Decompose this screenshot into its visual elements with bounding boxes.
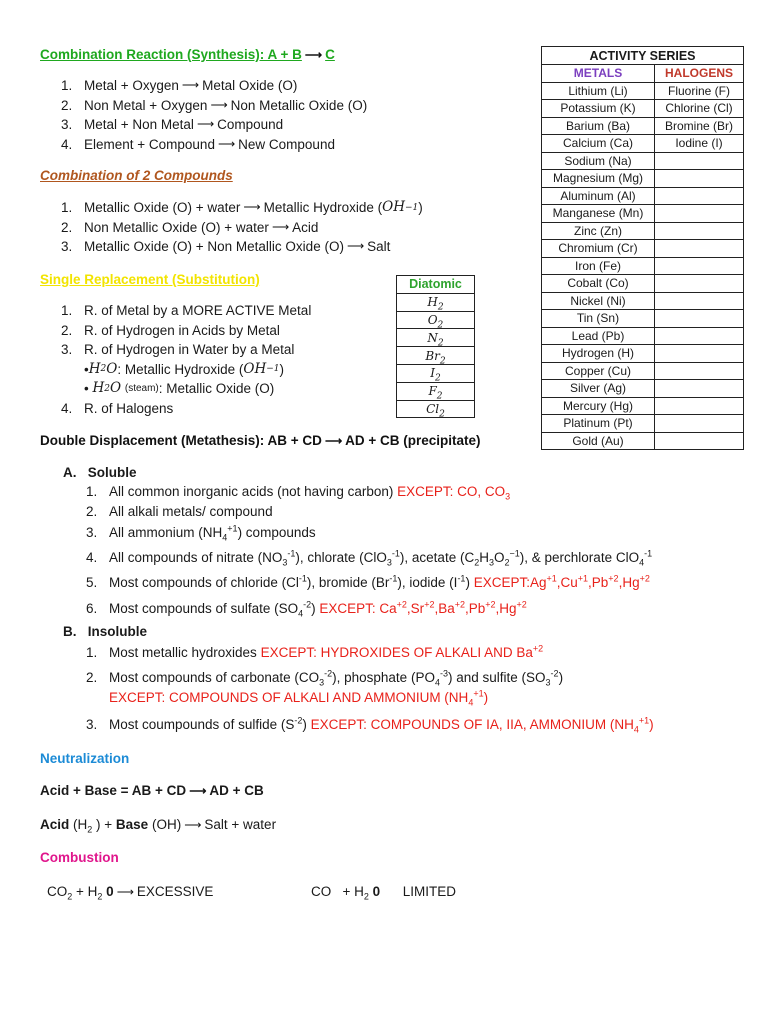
halogen-cell — [655, 240, 744, 258]
insoluble-label: B. Insoluble — [63, 624, 148, 639]
table-row — [542, 135, 744, 153]
metal-cell: Cobalt (Co) — [542, 275, 655, 293]
combination2-list — [61, 198, 423, 257]
halogen-cell — [655, 222, 744, 240]
list-item: 3. All ammonium $(NH_4^{+1})$ compounds — [86, 523, 316, 543]
metal-cell: Aluminum (Al) — [542, 187, 655, 205]
combustion-excessive: $CO_2 + H_2$ 0 ⟶ EXCESSIVE — [47, 884, 214, 902]
single-list — [61, 301, 311, 418]
arrow-icon: ⟶ — [196, 117, 215, 131]
halogen-cell — [655, 292, 744, 310]
list-item: 3. Metal + Non Metal ⟶ Compound — [61, 115, 367, 135]
list-item: 2. Most compounds of carbonate $(CO_3^{-2})$, phosphate $(PO_4^{-3})$ and sulfite $(SO_3^{-2})$ — [86, 668, 564, 688]
arrow-icon: ⟶ — [243, 200, 261, 214]
table-row: $Cl_2$ — [397, 400, 475, 418]
halogen-cell: Iodine (I) — [655, 135, 744, 153]
table-row: $F_2$ — [397, 382, 475, 400]
list-item: 3. Metallic Oxide (O) + Non Metallic Oxide (O) ⟶ Salt — [61, 237, 423, 257]
table-row: $O_2$ — [397, 311, 475, 329]
combustion-heading: Combustion — [40, 850, 119, 865]
arrow-icon: ⟶ — [116, 885, 134, 899]
list-item: 3. Most coumpounds of sulfide $(S^{-2})$ EXCEPT: COMPOUNDS OF IA, IIA, AMMONIUM $(NH_4^{+1})$ — [86, 715, 654, 735]
soluble-label: A. Soluble — [63, 465, 137, 480]
metal-cell: Calcium (Ca) — [542, 135, 655, 153]
metal-cell: Barium (Ba) — [542, 117, 655, 135]
list-item: 4. R. of Halogens — [61, 400, 174, 416]
table-row — [542, 170, 744, 188]
metals-header: METALS — [542, 65, 655, 83]
list-item: 2. Non Metallic Oxide (O) + water ⟶ Acid — [61, 218, 423, 238]
neutralization-heading: Neutralization — [40, 751, 130, 766]
table-row — [542, 222, 744, 240]
metal-cell: Iron (Fe) — [542, 257, 655, 275]
arrow-icon: ⟶ — [324, 434, 343, 448]
halogen-cell — [655, 187, 744, 205]
arrow-icon: ⟶ — [346, 239, 365, 253]
combination2-heading: Combination of 2 Compounds — [40, 168, 233, 183]
list-item: 1. All common inorganic acids (not having carbon) EXCEPT: CO, $CO_3$ — [86, 484, 511, 502]
list-item: • H 2 O : Metallic Hydroxide ( OH −1 ) — [84, 360, 284, 377]
halogen-cell — [655, 327, 744, 345]
metal-cell: Zinc (Zn) — [542, 222, 655, 240]
list-item: 4. Element + Compound ⟶ New Compound — [61, 135, 367, 155]
combination-heading-text: Combination Reaction (Synthesis): A + B — [40, 47, 302, 62]
list-item: 1. R. of Metal by a MORE ACTIVE Metal — [61, 303, 312, 318]
double-heading: Double Displacement (Metathesis): AB + CD ⟶ AD + CB (precipitate) — [40, 433, 481, 448]
list-item: • H 2 O (steam) : Metallic Oxide (O) — [84, 380, 275, 396]
activity-series-body — [542, 82, 744, 450]
table-row — [542, 362, 744, 380]
metal-cell: Lithium (Li) — [542, 82, 655, 100]
table-row — [542, 327, 744, 345]
table-row — [542, 397, 744, 415]
halogen-cell — [655, 432, 744, 450]
table-row — [542, 415, 744, 433]
halogen-cell — [655, 170, 744, 188]
table-row: $N_2$ — [397, 329, 475, 347]
list-item: 3. R. of Hydrogen in Water by a Metal — [61, 342, 295, 357]
list-item: 6. Most compounds of sulfate $(SO_4^{-2})$ EXCEPT: $Ca^{+2},Sr^{+2},Ba^{+2},Pb^{+2},Hg^{+2}$ — [86, 599, 527, 619]
metal-cell: Magnesium (Mg) — [542, 170, 655, 188]
metal-cell: Nickel (Ni) — [542, 292, 655, 310]
diatomic-header: Diatomic — [397, 276, 475, 294]
metal-cell: Chromium (Cr) — [542, 240, 655, 258]
halogen-cell — [655, 275, 744, 293]
arrow-icon: ⟶ — [181, 78, 200, 92]
metal-cell: Sodium (Na) — [542, 152, 655, 170]
halogen-cell: Fluorine (F) — [655, 82, 744, 100]
halogen-cell — [655, 415, 744, 433]
halogen-cell — [655, 205, 744, 223]
table-row — [542, 100, 744, 118]
table-row — [542, 117, 744, 135]
list-item: 2. All alkali metals/ compound — [86, 504, 273, 519]
table-row — [542, 275, 744, 293]
metal-cell: Potassium (K) — [542, 100, 655, 118]
table-row — [542, 345, 744, 363]
halogens-header: HALOGENS — [655, 65, 744, 83]
table-row — [542, 310, 744, 328]
halogen-cell — [655, 257, 744, 275]
combustion-limited: CO + $H_2$ 0 LIMITED — [311, 884, 456, 902]
halogen-cell: Bromine (Br) — [655, 117, 744, 135]
metal-cell: Copper (Cu) — [542, 362, 655, 380]
metal-cell: Gold (Au) — [542, 432, 655, 450]
arrow-icon: ⟶ — [189, 784, 207, 798]
table-row — [542, 380, 744, 398]
list-item: 2. Non Metal + Oxygen ⟶ Non Metallic Oxide (O) — [61, 96, 367, 116]
combination-list — [61, 76, 367, 154]
single-heading: Single Replacement (Substitution) — [40, 272, 260, 287]
halogen-cell: Chlorine (Cl) — [655, 100, 744, 118]
metal-cell: Lead (Pb) — [542, 327, 655, 345]
list-item: 1. Metallic Oxide (O) + water ⟶ Metallic Hydroxide ( OH −1 ) — [61, 198, 423, 218]
arrow-icon: ⟶ — [271, 219, 290, 234]
table-row — [542, 205, 744, 223]
halogen-cell — [655, 362, 744, 380]
list-item: 5. Most compounds of chloride $(Cl^{-1})$, bromide $(Br^{-1})$, iodide $(I^{-1})$ $EXCEPT:Ag^{+1},Cu^{+1},Pb^{+2},Hg^{+2}$ — [86, 573, 650, 590]
neutralization-line-1: Acid + Base = AB + CD ⟶ AD + CB — [40, 783, 264, 798]
table-row — [542, 82, 744, 100]
table-row: $I_2$ — [397, 364, 475, 382]
diatomic-table — [396, 275, 475, 418]
arrow-icon: ⟶ — [217, 136, 236, 151]
metal-cell: Silver (Ag) — [542, 380, 655, 398]
arrow-icon: ⟶ — [184, 818, 202, 832]
neutralization-line-2: Acid ($H_2$ ) + Base (OH) ⟶ Salt + water — [40, 817, 277, 835]
halogen-cell — [655, 152, 744, 170]
metal-cell: Tin (Sn) — [542, 310, 655, 328]
halogen-cell — [655, 310, 744, 328]
table-row — [542, 292, 744, 310]
list-item: 1. Most metallic hydroxides EXCEPT: HYDROXIDES OF ALKALI AND $Ba^{+2}$ — [86, 643, 544, 660]
table-row — [542, 257, 744, 275]
metal-cell: Manganese (Mn) — [542, 205, 655, 223]
table-row: $Br_2$ — [397, 347, 475, 365]
arrow-icon: ⟶ — [210, 97, 228, 112]
metal-cell: Hydrogen (H) — [542, 345, 655, 363]
combination-heading-product: C — [325, 47, 335, 62]
halogen-cell — [655, 397, 744, 415]
list-item-except: EXCEPT: COMPOUNDS OF ALKALI AND AMMONIUM $(NH_4^{+1})$ — [109, 688, 489, 708]
halogen-cell — [655, 345, 744, 363]
table-row — [542, 187, 744, 205]
list-item: 2. R. of Hydrogen in Acids by Metal — [61, 322, 280, 338]
metal-cell: Mercury (Hg) — [542, 397, 655, 415]
halogen-cell — [655, 380, 744, 398]
list-item: 4. All compounds of nitrate $(NO_3^{-1})$, chlorate (ClO$_3^{-1}$), acetate $(C_2H_3O_2^{-1})$, & perchlorate ClO$_4^{-1}$ — [86, 548, 653, 568]
activity-series-table — [541, 46, 744, 450]
table-row — [542, 152, 744, 170]
table-row — [542, 240, 744, 258]
combination-heading — [40, 47, 335, 62]
table-row — [542, 432, 744, 450]
table-row: $H_2$ — [397, 293, 475, 311]
list-item: 1. Metal + Oxygen ⟶ Metal Oxide (O) — [61, 76, 367, 96]
activity-series-title: ACTIVITY SERIES — [542, 47, 744, 65]
arrow-icon: ⟶ — [304, 48, 323, 62]
metal-cell: Platinum (Pt) — [542, 415, 655, 433]
